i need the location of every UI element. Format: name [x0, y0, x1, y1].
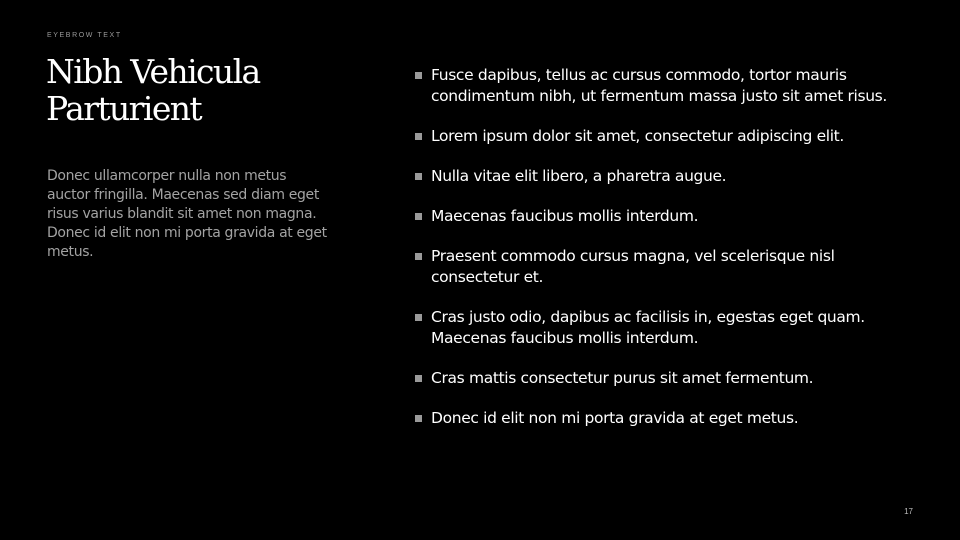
bullet-item: [415, 206, 920, 227]
square-bullet-icon: [415, 173, 422, 180]
bullet-text: Donec id elit non mi porta gravida at eget metus.: [431, 409, 799, 427]
eyebrow-text: EYEBROW TEXT: [47, 32, 122, 39]
bullet-text: Lorem ipsum dolor sit amet, consectetur adipiscing elit.: [431, 127, 844, 145]
slide-title-line-1: Nibh Vehicula: [46, 52, 260, 91]
bullet-text: Cras mattis consectetur purus sit amet fermentum.: [431, 369, 814, 387]
bullet-text: Nulla vitae elit libero, a pharetra augue.: [431, 167, 727, 185]
bullet-item: [415, 246, 920, 288]
bullet-text: Fusce dapibus, tellus ac cursus commodo, tortor mauris condimentum nibh, ut fermentum massa justo sit amet risus.: [431, 66, 887, 105]
bullet-item: [415, 368, 920, 389]
square-bullet-icon: [415, 133, 422, 140]
square-bullet-icon: [415, 375, 422, 382]
bullet-text: Cras justo odio, dapibus ac facilisis in, egestas eget quam. Maecenas faucibus mollis interdum.: [431, 308, 865, 347]
bullet-text: Praesent commodo cursus magna, vel scelerisque nisl consectetur et.: [431, 247, 835, 286]
bullet-item: [415, 65, 920, 107]
square-bullet-icon: [415, 314, 422, 321]
square-bullet-icon: [415, 72, 422, 79]
bullet-item: [415, 166, 920, 187]
bullet-item: [415, 126, 920, 147]
page-number: 17: [904, 507, 913, 516]
bullet-text: Maecenas faucibus mollis interdum.: [431, 207, 699, 225]
bullet-item: [415, 307, 920, 349]
intro-paragraph: Donec ullamcorper nulla non metus auctor fringilla. Maecenas sed diam eget risus varius blandit sit amet non magna. Donec id elit non mi porta gravida at eget metus.: [47, 168, 327, 260]
square-bullet-icon: [415, 253, 422, 260]
bullet-list: [415, 65, 920, 448]
slide-title-line-2: Parturient: [46, 89, 202, 128]
bullet-item: [415, 408, 920, 429]
square-bullet-icon: [415, 415, 422, 422]
square-bullet-icon: [415, 213, 422, 220]
slide-title: [46, 53, 366, 127]
